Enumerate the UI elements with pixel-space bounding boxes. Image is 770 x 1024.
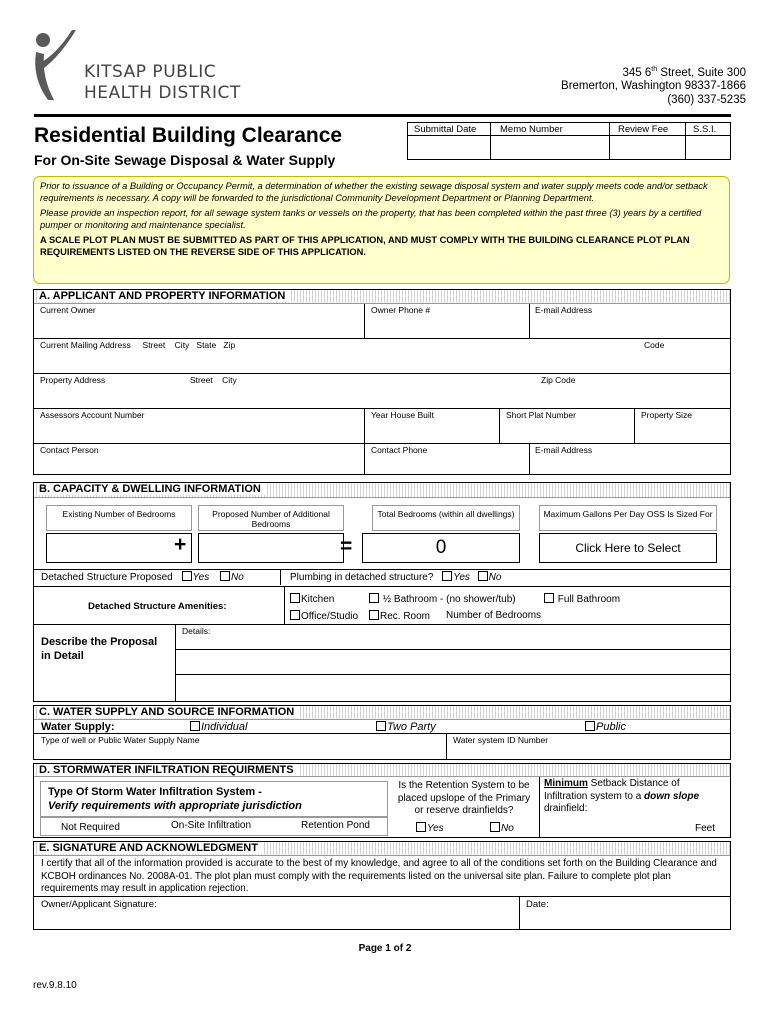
property-size-label: Property Size <box>641 410 693 420</box>
contact-person-field[interactable] <box>36 456 362 474</box>
section-a-title: A. APPLICANT AND PROPERTY INFORMATION <box>34 290 730 304</box>
retention-yes-option: Yes <box>416 822 444 834</box>
code-label: Code <box>644 340 665 350</box>
kitsap-logo-figure-icon <box>30 28 80 102</box>
current-owner-field[interactable] <box>36 316 362 336</box>
plumbing-yes-checkbox[interactable] <box>442 571 452 581</box>
half-bath-checkbox[interactable] <box>369 593 379 603</box>
setback-distance-label: Minimum Setback Distance of Infiltration system to a down slope drainfield: <box>544 778 700 814</box>
existing-bedrooms-field[interactable] <box>46 533 192 563</box>
org-address: 345 6th Street, Suite 300 Bremerton, Washington 98337-1866 (360) 337-5235 <box>561 66 746 106</box>
storm-options-box <box>40 817 388 836</box>
detached-proposed-row: Detached Structure Proposed Yes No <box>41 572 244 583</box>
section-e-title: E. SIGNATURE AND ACKNOWLEDGMENT <box>34 842 730 856</box>
contact-phone-label: Contact Phone <box>371 445 428 455</box>
ssi-label: S.S.I. <box>693 124 717 135</box>
memo-number-label: Memo Number <box>500 124 563 135</box>
section-d-title: D. STORMWATER INFILTRATION REQUIRMENTS <box>34 764 730 777</box>
section-b-capacity-dwelling <box>33 482 731 702</box>
detached-no-checkbox[interactable] <box>220 571 230 581</box>
revision-label: rev.9.8.10 <box>33 980 77 991</box>
plus-sign: + <box>174 533 187 556</box>
storm-type-box: Type Of Storm Water Infiltration System - Verify requirements with appropriate jurisdiction <box>40 781 388 817</box>
signature-label: Owner/Applicant Signature: <box>41 899 157 910</box>
retention-pond-option[interactable]: Retention Pond <box>301 820 370 831</box>
details-field-line-1[interactable] <box>177 636 729 648</box>
date-label: Date: <box>526 899 549 910</box>
public-checkbox[interactable] <box>585 721 595 731</box>
retention-no-option: No <box>490 822 514 834</box>
detached-yes-checkbox[interactable] <box>182 571 192 581</box>
contact-phone-field[interactable] <box>366 456 527 474</box>
system-id-field[interactable] <box>448 745 729 759</box>
header-divider <box>34 114 731 117</box>
office-option: Office/Studio <box>290 610 358 622</box>
details-field-line-3[interactable] <box>177 676 729 700</box>
short-plat-label: Short Plat Number <box>506 410 576 420</box>
office-use-box <box>407 122 731 160</box>
number-bedrooms-label: Number of Bedrooms <box>446 610 542 621</box>
kitchen-checkbox[interactable] <box>290 593 300 603</box>
submittal-date-field[interactable] <box>410 137 489 157</box>
notice-box <box>33 176 730 284</box>
memo-number-field[interactable] <box>492 137 608 157</box>
not-required-option[interactable]: Not Required <box>61 822 120 833</box>
retention-no-checkbox[interactable] <box>490 822 500 832</box>
full-bath-option: Full Bathroom <box>544 593 620 605</box>
describe-label: Describe the Proposal in Detail <box>41 636 158 662</box>
rec-room-option: Rec. Room <box>369 610 430 622</box>
half-bath-option: ½ Bathroom - (no shower/tub) <box>369 593 516 605</box>
amenities-label: Detached Structure Amenities: <box>88 601 227 612</box>
rec-room-checkbox[interactable] <box>369 610 379 620</box>
form-subtitle: For On-Site Sewage Disposal & Water Supply <box>34 152 336 168</box>
email2-label: E-mail Address <box>535 445 593 455</box>
assessors-account-label: Assessors Account Number <box>40 410 145 420</box>
section-c-water-supply <box>33 705 731 760</box>
details-field-line-2[interactable] <box>177 651 729 673</box>
full-bath-checkbox[interactable] <box>544 593 554 603</box>
notice-paragraph-2: Please provide an inspection report, for all sewage system tanks or vessels on the property, that has been completed within the past three (3) years by a certified pumper or monitoring and maintenance specialist. <box>40 208 702 230</box>
date-field[interactable] <box>521 910 729 928</box>
proposed-bedrooms-label: Proposed Number of Additional Bedrooms <box>198 505 344 531</box>
type-of-well-label: Type of well or Public Water Supply Name <box>41 735 200 745</box>
two-party-checkbox[interactable] <box>376 721 386 731</box>
existing-bedrooms-label: Existing Number of Bedrooms <box>46 505 192 531</box>
total-bedrooms-label: Total Bedrooms (within all dwellings) <box>372 505 520 531</box>
section-e-signature <box>33 841 731 930</box>
zip-code-label: Zip Code <box>541 375 576 385</box>
property-address-label: Property Address <box>40 375 106 385</box>
owner-phone-field[interactable] <box>366 316 527 336</box>
system-id-label: Water system ID Number <box>453 735 549 745</box>
property-street-label: Street City <box>190 375 237 385</box>
notice-paragraph-1: Prior to issuance of a Building or Occupancy Permit, a determination of whether the existing sewage disposal system and water supply meets code and/or setback requirements is necessary. A copy will be forwarded to the jurisdictional Community Development Department or Planning Department. <box>40 181 708 203</box>
office-checkbox[interactable] <box>290 610 300 620</box>
current-owner-label: Current Owner <box>40 305 96 315</box>
section-b-title: B. CAPACITY & DWELLING INFORMATION <box>34 483 730 498</box>
email2-field[interactable] <box>531 456 728 474</box>
property-size-field[interactable] <box>636 421 728 441</box>
ssi-field[interactable] <box>687 137 730 157</box>
section-a-applicant-property <box>33 289 731 475</box>
kitchen-option: Kitchen <box>290 593 334 605</box>
short-plat-field[interactable] <box>501 421 632 441</box>
mailing-address-field[interactable] <box>36 351 728 371</box>
section-d-stormwater <box>33 763 731 838</box>
owner-phone-label: Owner Phone # <box>371 305 431 315</box>
details-label: Details: <box>182 626 211 636</box>
year-built-label: Year House Built <box>371 410 435 420</box>
section-c-title: C. WATER SUPPLY AND SOURCE INFORMATION <box>34 706 730 720</box>
email-field[interactable] <box>531 316 728 336</box>
max-gallons-select[interactable]: Click Here to Select <box>539 533 717 563</box>
plumbing-no-checkbox[interactable] <box>478 571 488 581</box>
two-party-option: Two Party <box>376 721 436 733</box>
individual-checkbox[interactable] <box>190 721 200 731</box>
review-fee-field[interactable] <box>611 137 684 157</box>
email-label: E-mail Address <box>535 305 593 315</box>
max-gallons-label: Maximum Gallons Per Day OSS Is Sized For <box>539 505 717 531</box>
total-bedrooms-value: 0 <box>362 533 520 563</box>
feet-label: Feet <box>695 823 716 834</box>
notice-paragraph-3: A SCALE PLOT PLAN MUST BE SUBMITTED AS PART OF THIS APPLICATION, AND MUST COMPLY WITH THE BUILDING CLEARANCE PLOT PLAN REQUIREMENTS LISTED ON THE REVERSE SIDE OF THIS APPLICATION. <box>40 235 690 257</box>
proposed-bedrooms-field[interactable] <box>198 533 344 563</box>
water-supply-label: Water Supply: <box>41 721 115 733</box>
submittal-date-label: Submittal Date <box>414 124 477 135</box>
assessors-account-field[interactable] <box>36 421 362 441</box>
public-option: Public <box>585 721 626 733</box>
form-title: Residential Building Clearance <box>34 124 343 147</box>
contact-person-label: Contact Person <box>40 445 99 455</box>
individual-option: Individual <box>190 721 247 733</box>
signature-field[interactable] <box>36 910 517 928</box>
page-number: Page 1 of 2 <box>358 943 412 954</box>
review-fee-label: Review Fee <box>618 124 669 135</box>
retention-yes-checkbox[interactable] <box>416 822 426 832</box>
onsite-infiltration-option[interactable]: On-Site Infiltration <box>171 820 252 831</box>
equals-sign: = <box>340 535 353 558</box>
year-built-field[interactable] <box>366 421 497 441</box>
setback-feet-field[interactable] <box>544 818 692 834</box>
type-of-well-field[interactable] <box>36 745 444 759</box>
org-name: KITSAP PUBLIC HEALTH DISTRICT <box>84 62 241 103</box>
retention-question: Is the Retention System to be placed upslope of the Primary or reserve drainfields? <box>397 780 531 816</box>
mailing-address-label: Current Mailing Address Street City State Zip <box>40 340 236 350</box>
plumbing-row: Plumbing in detached structure? Yes No <box>290 572 502 583</box>
certification-text: I certify that all of the information provided is accurate to the best of my knowledge, and agree to all of the conditions set forth on the Building Clearance and KCBOH ordinances No. 2008A-01. The plot plan must comply with the requirements listed on the universal site plan. Failure to complete plot plan requirements may result in application rejection. <box>41 858 717 894</box>
property-address-field[interactable] <box>36 386 728 406</box>
